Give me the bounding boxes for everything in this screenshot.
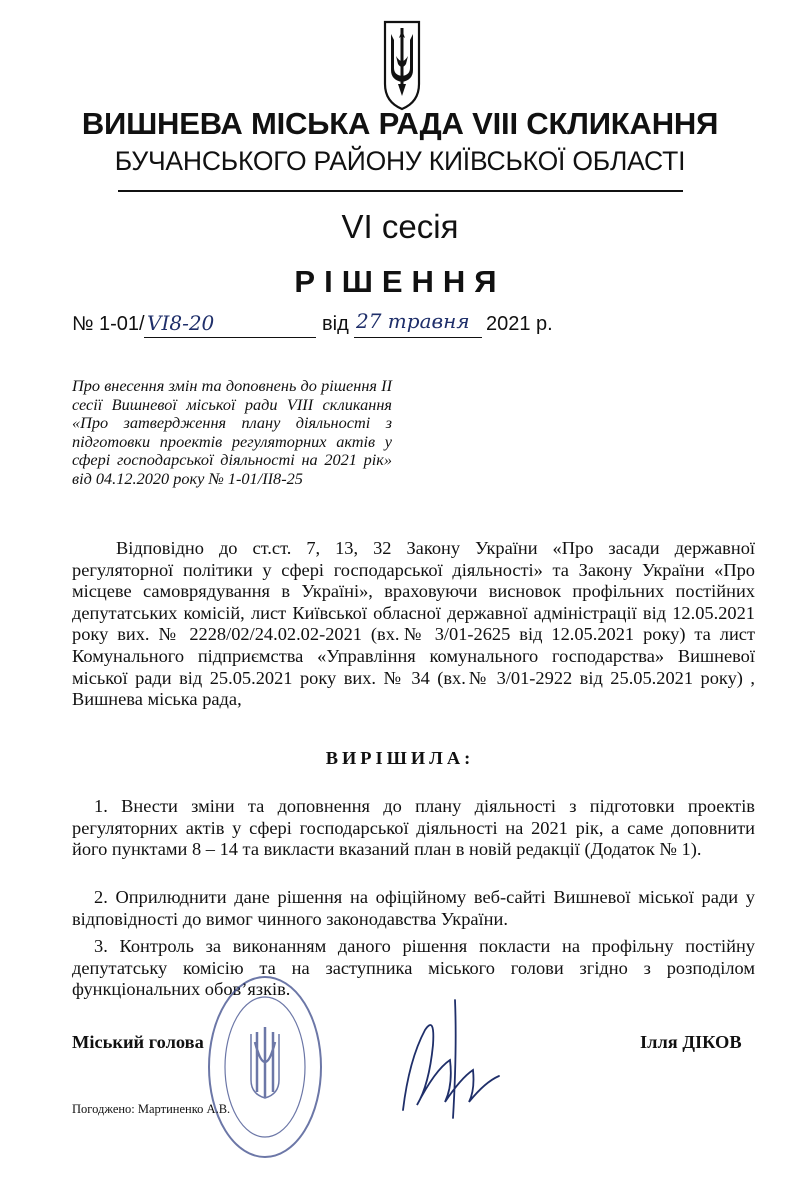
date-underline — [354, 337, 482, 338]
header-divider — [118, 190, 683, 192]
decision-subject: Про внесення змін та доповнень до рішення II сесії Вишневої міської ради VIII скликання «Про затвердження плану діяльності з підготовки проектів регуляторних актів у сфері господарської діяльності на 2021 рік» від 04.12.2020 року № 1-01/II8-25 — [72, 376, 392, 488]
number-handwritten: VI8-20 — [147, 311, 215, 335]
year: 2021 р. — [486, 313, 553, 335]
coat-of-arms-icon — [382, 18, 422, 112]
handwritten-signature-icon — [395, 990, 505, 1125]
number-prefix: № 1-01/ — [72, 313, 145, 335]
mayor-title: Міський голова — [72, 1032, 204, 1052]
number-underline — [144, 337, 316, 338]
decision-item-3: 3. Контроль за виконанням даного рішення покласти на профільну постійну депутатську комісію та на заступника міського голови згідно з розподілом функціональних обов’язків. — [72, 936, 755, 1000]
date-prefix: від — [322, 313, 349, 335]
agreed-by-note: Погоджено: Мартиненко А.В. — [72, 1102, 231, 1116]
session-label: VI сесія — [341, 208, 459, 245]
date-handwritten: 27 травня — [356, 309, 470, 333]
mayor-name: Ілля ДІКОВ — [640, 1032, 742, 1052]
official-seal-icon — [205, 972, 325, 1162]
decided-heading: ВИРІШИЛА: — [325, 748, 475, 768]
decision-item-1: 1. Внести зміни та доповнення до плану діяльності з підготовки проектів регуляторних актів у сфері господарської діяльності на 2021 рік, а саме доповнити його пунктами 8 – 14 та викласти вказаний план в новій редакції (Додаток № 1). — [72, 796, 755, 860]
district-subtitle: БУЧАНСЬКОГО РАЙОНУ КИЇВСЬКОЇ ОБЛАСТІ — [114, 146, 686, 176]
document-type: РІШЕННЯ — [294, 264, 506, 299]
council-title: ВИШНЕВА МІСЬКА РАДА VIII СКЛИКАННЯ — [81, 106, 719, 141]
decision-number-line — [72, 309, 592, 343]
preamble-paragraph: Відповідно до ст.ст. 7, 13, 32 Закону України «Про засади державної регуляторної політики у сфері господарської діяльності» та Закону України «Про місцеве самоврядування в Україні», враховуючи висновок профільних постійних депутатських комісій, лист Київської обласної державної адміністрації від 12.05.2021 року вих. № 2228/02/24.02.02-2021 (вх.№ 3/01-2625 від 12.05.2021 року) та лист Комунального підприємства «Управління комунального господарства» Вишневої міської ради від 25.05.2021 року вих. № 34 (вх.№ 3/01-2922 від 25.05.2021 року) , Вишнева міська рада, — [72, 538, 755, 710]
decision-item-2: 2. Оприлюднити дане рішення на офіційному веб-сайті Вишневої міської ради у відповідності до вимог чинного законодавства України. — [72, 887, 755, 929]
